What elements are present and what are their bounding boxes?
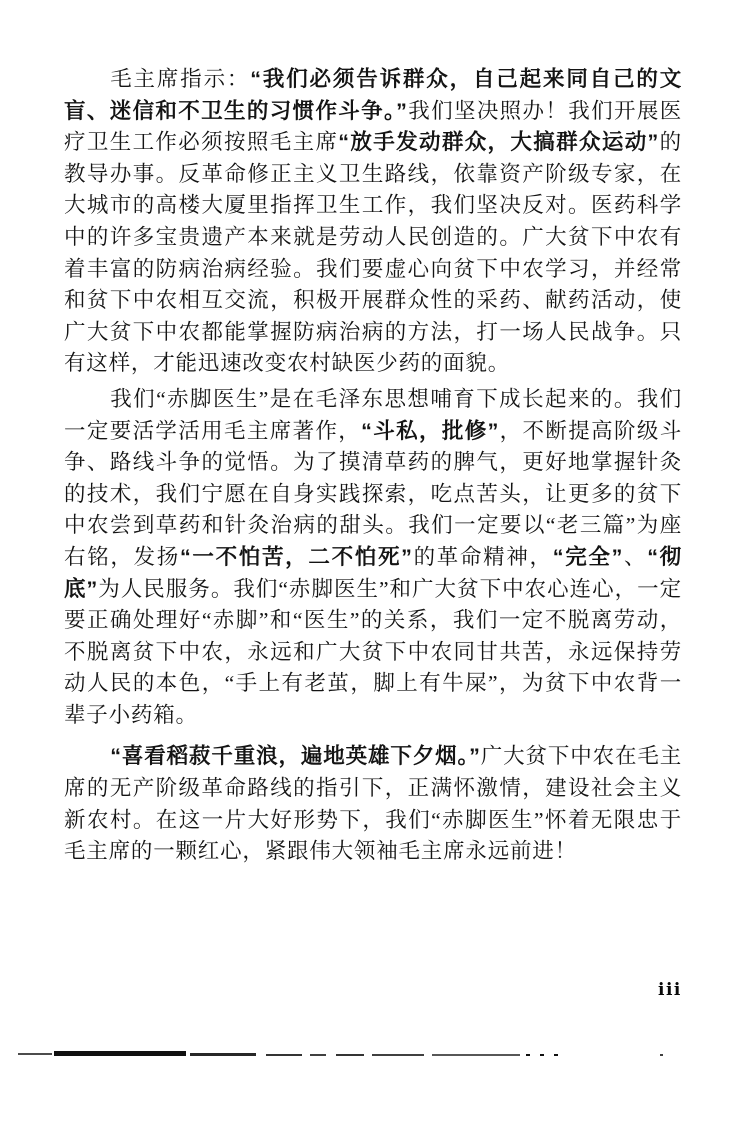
scan-noise-segment [540, 1054, 544, 1056]
scan-noise-segment [660, 1054, 663, 1056]
scan-noise-segment [336, 1054, 364, 1056]
text-run: 广大贫下中农在毛主席的无产阶级革命路线的指引下，正满怀激情，建设社会主义新农村。在这一片大好形势下，我们“赤脚医生”怀着无限忠于毛主席的一颗红心，紧跟伟大领袖毛主席永远前进！ [64, 744, 683, 864]
emphasized-text-run: “完全” [552, 544, 624, 569]
text-run: 的教导办事。反革命修正主义卫生路线，依靠资产阶级专家，在大城市的高楼大厦里指挥卫生工作，我们坚决反对。医药科学中的许多宝贵遗产本来就是劳动人民创造的。广大贫下中农有着丰富的防病治病经验。我们要虚心向贫下中农学习，并经常和贫下中农相互交流，积极开展群众性的采药、献药活动，使广大贫下中农都能掌握防病治病的方法，打一场人民战争。只有这样，才能迅速改变农村缺医少药的面貌。 [64, 130, 682, 376]
scan-noise-segment [18, 1053, 52, 1055]
text-run: 我们“赤脚医生”是在毛泽东思想哺育下成长起来的。我们一定要活学活用毛主席著作， [64, 386, 682, 443]
scan-noise-segment [190, 1053, 256, 1056]
scan-noise-segment [554, 1054, 558, 1056]
emphasized-text-run: “斗私，批修” [361, 418, 500, 443]
emphasized-text-run: “我们必须告诉群众，自己起来同自己的文盲、迷信和不卫生的习惯作斗争。” [64, 67, 682, 123]
text-run: 、 [623, 544, 648, 569]
text-run: 我们坚决照办！我们开展医疗卫生工作必须按照毛主席 [64, 98, 682, 155]
emphasized-text-run: “一不怕苦，二不怕死” [179, 544, 413, 569]
emphasized-text-run: “喜看稻菽千重浪，遍地英雄下夕烟。” [110, 744, 481, 769]
scan-noise-segment [372, 1054, 424, 1056]
paragraph [64, 741, 682, 867]
text-run: 毛主席指示： [110, 67, 251, 91]
text-run: ，不断提高阶级斗争、路线斗争的觉悟。为了摸清草药的脾气，更好地掌握针灸的技术，我们宁愿在自身实践探索，吃点苦头，让更多的贫下中农尝到草药和针灸治病的甜头。我们一定要以“老三篇”为座右铭，发扬 [64, 418, 682, 569]
page-number: iii [658, 980, 682, 1000]
text-run: 为人民服务。我们“赤脚医生”和广大贫下中农心连心，一定要正确处理好“赤脚”和“医生”的关系，我们一定不脱离劳动，不脱离贫下中农，永远和广大贫下中农同甘共苦，永远保持劳动人民的本色，“手上有老茧，脚上有牛屎”，为贫下中农背一辈子小药箱。 [64, 576, 682, 727]
text-block [64, 64, 682, 868]
scan-artifact-line [18, 1051, 718, 1059]
scan-noise-segment [526, 1054, 530, 1056]
scan-noise-segment [310, 1054, 326, 1056]
paragraph [64, 384, 682, 732]
scan-noise-segment [54, 1051, 186, 1056]
emphasized-text-run: “放手发动群众，大搞群众运动” [338, 130, 660, 155]
paragraph [64, 64, 682, 380]
emphasized-text-run: “彻底” [64, 544, 682, 601]
scan-noise-segment [266, 1054, 302, 1056]
scan-noise-segment [432, 1054, 520, 1056]
text-run: 的革命精神， [412, 544, 553, 569]
